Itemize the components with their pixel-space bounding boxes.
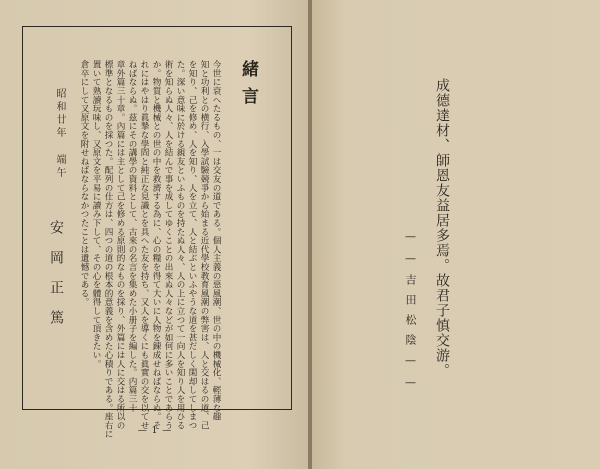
body-line: 術を知らぬ人々、人を結んで事を成してゆくことの出來ぬ人々などが如何に多いことであらう: [163, 60, 173, 430]
body-line: れにはやはり眞摯な學問と純正な見識とを具へた友を持ち、又人を導くにも眞實の交を以てせ: [139, 60, 149, 430]
preface-date: 昭和廿年 端午: [54, 88, 65, 180]
body-line: 章外篇三十章。內篇には主として己を修める原則的なものを採り、外篇には人に交はる所以の: [115, 60, 125, 430]
author-name: 安岡正篤: [48, 220, 64, 340]
body-line: 倉卒にして又原文を附せねばならなかつたことは遺憾である。: [79, 60, 89, 307]
body-line: を知り、己を修め、人を知り、人を立て、人と結ぶといふやうな道を甚だしく閑却してしまつ: [187, 60, 197, 430]
body-line: か。物質と機械との世の中を救濟する為に、心の糧を得て大いに人物を錬成せねばならぬ。そ: [151, 60, 161, 430]
body-line: 今世に衰へたるもの、一は交友の道である。個人主義の惡風潮、世の中の機械化、輕薄な趣: [211, 60, 221, 421]
epigraph-attribution: ——吉田松陰——: [404, 230, 417, 398]
preface-heading: 緒言: [238, 60, 258, 114]
right-page: [312, 0, 600, 469]
body-line: ねばならぬ。茲にその講學の資料として、古來の名言を集めた小册子を編した。内篇三十: [127, 60, 137, 412]
body-line: 知と功利との横行、入學試驗競爭から始まる近代學校教育風潮の弊害は、人と交はるの道、己: [199, 60, 209, 430]
body-line: 標準となるものを採つた。配列の仕方は、四つの道の根本的意義を含めた心積りである。座右に: [103, 60, 113, 439]
page-number: — 1 —: [137, 426, 173, 436]
body-line: 置いて熟讀玩味し、又原文を平易に讀み下して、その心を體得して頂きたい。: [91, 60, 101, 368]
body-line: た。深い意味に於ける親友といふものを持たぬ人々、人の上に立つて一向人を知り人を用ひる: [175, 60, 185, 430]
epigraph-text: 成德達材、師恩友益居多焉。故君子慎交游。: [434, 78, 450, 378]
